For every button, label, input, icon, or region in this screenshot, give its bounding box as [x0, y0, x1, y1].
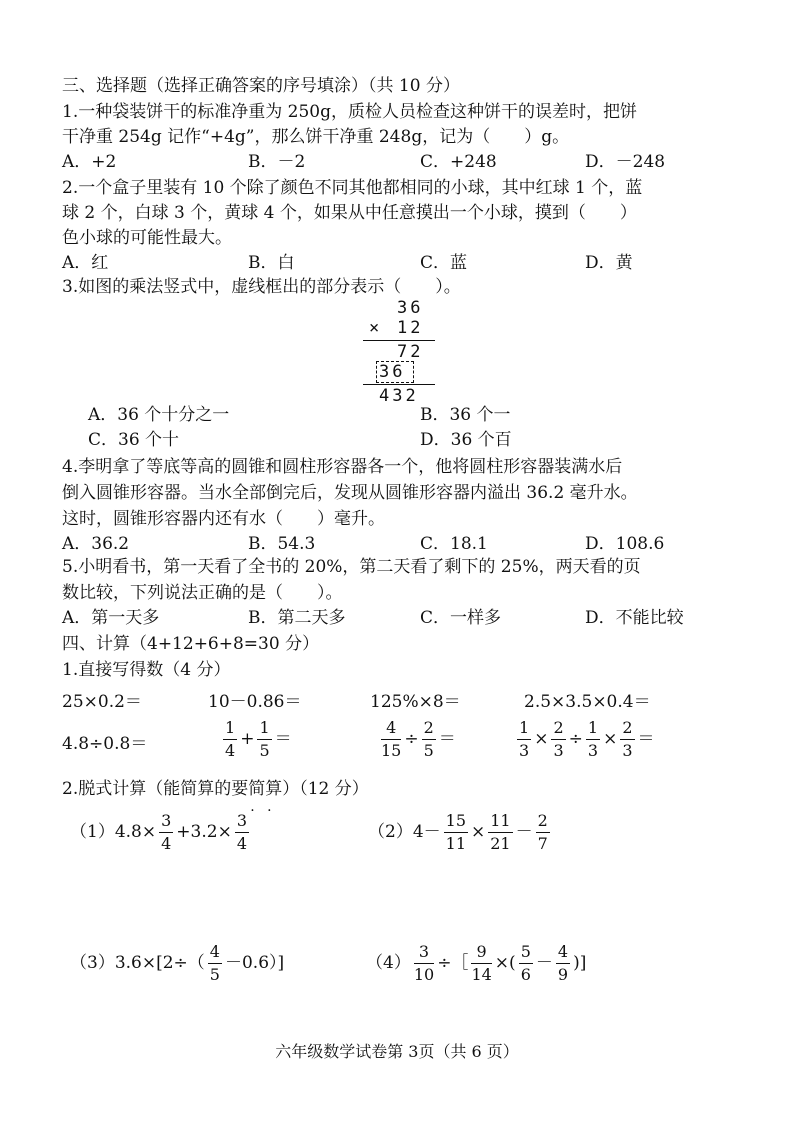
oral-1: 25×0.2＝ [62, 692, 142, 712]
oral-4: 2.5×3.5×0.4＝ [524, 692, 651, 712]
q2-option-b[interactable]: B．白 [248, 253, 295, 273]
q1-line1: 1.一种袋装饼干的标准净重为 250g，质检人员检查这种饼干的误差时，把饼 [62, 102, 637, 122]
section4-title: 四、计算（4+12+6+8=30 分） [62, 634, 320, 654]
oral-8: $\frac{1}{3}$ × $\frac{2}{3}$ ÷ $\frac{1}{3}$ × $\frac{2}{3}$ ＝ [519, 718, 655, 760]
partial-product-2: 36 [379, 362, 406, 382]
q4-line2: 倒入圆锥形容器。当水全部倒完后，发现从圆锥形容器内溢出 36.2 毫升水。 [62, 483, 638, 503]
q2-option-d[interactable]: D．黄 [585, 253, 633, 273]
q4-option-a[interactable]: A．36.2 [62, 534, 130, 554]
q3-option-c[interactable]: C．36 个十 [88, 430, 180, 450]
expr-3: （3）3.6×[2÷（ $\frac{4}{5}$ －0.6）] [70, 942, 285, 984]
q1-option-d[interactable]: D．－248 [585, 152, 666, 172]
part1-title: 1.直接写得数（4 分） [62, 660, 231, 680]
multiplicand: 36 [397, 298, 424, 318]
rule-line [363, 340, 435, 341]
multiplier: 12 [397, 318, 424, 338]
oral-3: 125%×8＝ [370, 692, 461, 712]
q5-option-a[interactable]: A．第一天多 [62, 608, 160, 628]
q4-line1: 4.李明拿了等底等高的圆锥和圆柱形容器各一个，他将圆柱形容器装满水后 [62, 457, 623, 477]
fraction: $\frac{1}{4}$ [225, 718, 236, 760]
fraction: $\frac{2}{3}$ [553, 718, 564, 760]
q1-option-b[interactable]: B．－2 [248, 152, 306, 172]
fraction: $\frac{1}{5}$ [259, 718, 270, 760]
part2-title: 2.脱式计算（能简算的要简算 · ·）（12 分） [62, 777, 369, 801]
oral-7: $\frac{4}{15}$ ÷ $\frac{2}{5}$ ＝ [381, 718, 456, 760]
fraction: $\frac{2}{7}$ [537, 811, 548, 853]
expr-2: （2）4－ $\frac{15}{11}$ × $\frac{11}{21}$ － $\frac{2}{7}$ [368, 811, 548, 853]
expr-1: （1）4.8× $\frac{3}{4}$ +3.2× $\frac{3}{4}$ [70, 811, 248, 853]
q5-line1: 5.小明看书，第一天看了全书的 20%，第二天看了剩下的 25%，两天看的页 [62, 557, 641, 577]
q2-line1: 2.一个盒子里装有 10 个除了颜色不同其他都相同的小球，其中红球 1 个，蓝 [62, 178, 643, 198]
q3-option-a[interactable]: A．36 个十分之一 [88, 405, 230, 425]
fraction: $\frac{3}{10}$ [413, 942, 435, 984]
fraction: $\frac{15}{11}$ [445, 811, 466, 853]
rule-line [363, 384, 435, 385]
q4-option-d[interactable]: D．108.6 [585, 534, 665, 554]
fraction: $\frac{11}{21}$ [490, 811, 511, 853]
oral-2: 10－0.86＝ [208, 692, 302, 712]
fraction: $\frac{4}{5}$ [209, 942, 220, 984]
q3-option-b[interactable]: B．36 个一 [420, 405, 511, 425]
fraction: $\frac{3}{4}$ [236, 811, 248, 853]
product: 432 [379, 386, 419, 406]
expr-4: （4） $\frac{3}{10}$ ÷［ $\frac{9}{14}$ ×( $\frac{5}{6}$ － $\frac{4}{9}$ )] [366, 942, 587, 984]
vertical-multiplication [355, 298, 445, 406]
fraction: $\frac{4}{9}$ [557, 942, 569, 984]
dashed-box [376, 361, 414, 383]
q2-line3: 色小球的可能性最大。 [62, 228, 232, 248]
times-sign: × [369, 318, 383, 338]
fraction: $\frac{9}{14}$ [471, 942, 492, 984]
fraction: $\frac{2}{5}$ [423, 718, 434, 760]
q5-line2: 数比较，下列说法正确的是（ ）。 [62, 583, 343, 603]
fraction: $\frac{4}{15}$ [381, 718, 402, 760]
fraction: $\frac{1}{3}$ [519, 718, 530, 760]
q2-option-a[interactable]: A．红 [62, 253, 109, 273]
q2-option-c[interactable]: C．蓝 [420, 253, 468, 273]
fraction: $\frac{5}{6}$ [520, 942, 531, 984]
partial-product-1: 72 [397, 342, 424, 362]
q3-line1: 3.如图的乘法竖式中，虚线框出的部分表示（ ）。 [62, 277, 461, 297]
q3-option-d[interactable]: D．36 个百 [420, 430, 512, 450]
q4-line3: 这时，圆锥形容器内还有水（ ）毫升。 [62, 509, 385, 529]
oral-6: $\frac{1}{4}$ + $\frac{1}{5}$ ＝ [225, 718, 292, 760]
q5-option-b[interactable]: B．第二天多 [248, 608, 346, 628]
fraction: $\frac{1}{3}$ [587, 718, 599, 760]
q4-option-b[interactable]: B．54.3 [248, 534, 316, 554]
oral-5: 4.8÷0.8＝ [62, 734, 148, 754]
q5-option-c[interactable]: C．一样多 [420, 608, 502, 628]
fraction: $\frac{3}{4}$ [161, 811, 172, 853]
q5-option-d[interactable]: D．不能比较 [585, 608, 684, 628]
emphasis-text: 简算 · · [248, 779, 282, 799]
page-footer: 六年级数学试卷第 3页（共 6 页） [275, 1042, 519, 1061]
q1-option-a[interactable]: A．+2 [62, 152, 117, 172]
q1-option-c[interactable]: C．+248 [420, 152, 497, 172]
fraction: $\frac{2}{3}$ [622, 718, 633, 760]
q1-line2: 干净重 254g 记作“+4g”，那么饼干净重 248g，记为（ ）g。 [62, 127, 570, 147]
section3-title: 三、选择题（选择正确答案的序号填涂）（共 10 分） [62, 76, 460, 96]
q2-line2: 球 2 个，白球 3 个，黄球 4 个，如果从中任意摸出一个小球，摸到（ ） [62, 203, 637, 223]
q4-option-c[interactable]: C．18.1 [420, 534, 488, 554]
